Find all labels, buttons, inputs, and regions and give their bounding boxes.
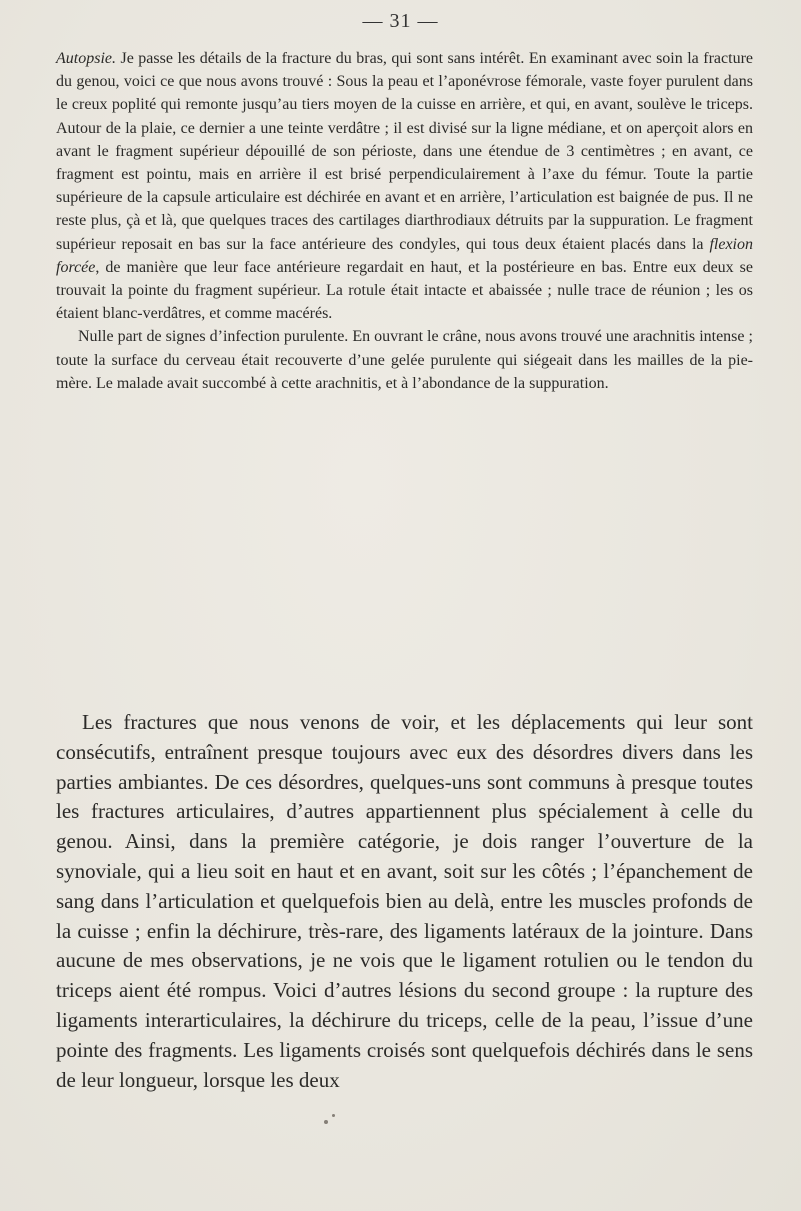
autopsy-lead-word: Autopsie. (56, 50, 116, 67)
ink-speck-1 (324, 1120, 328, 1124)
autopsy-text-continued: , de manière que leur face antérieure regardait en haut, et la postérieure en bas. Entre eux deux se trouvait la pointe du fragment supérieur. La rotule était intacte et abaissée ; nulle trace de réunion ; les os étaient blanc-verdâtres, et comme macérés. (56, 258, 753, 323)
autopsy-italic-term: flexion forcée (56, 235, 753, 276)
autopsy-text: Je passe les détails de la fracture du bras, qui sont sans intérêt. En examinant avec soin la fracture du genou, voici ce que nous avons trouvé : Sous la peau et l’aponévrose fémorale, vaste foyer purulent dans le creux poplité qui remonte jusqu’au tiers moyen de la cuisse en arrière, et qui, en avant, soulève le triceps. Autour de la plaie, ce dernier a une teinte verdâtre ; il est divisé sur la ligne médiane, et on aperçoit alors en avant le fragment supérieur dépouillé de son périoste, dans une étendue de 3 centimètres ; en avant, ce fragment est pointu, mais en arrière il est brisé perpendiculairement à l’axe du fémur. Toute la partie supérieure de la capsule articulaire est déchirée en avant et en arrière, l’articulation est baignée de pus. Il ne reste plus, çà et là, que quelques traces des cartilages diarthrodiaux détruits par la suppuration. Le fragment supérieur reposait en bas sur la face antérieure des condyles, qui tous deux étaient placés dans la (56, 50, 753, 253)
page-number: — 31 — (362, 10, 439, 32)
autopsy-paragraph (56, 47, 753, 325)
main-text-section (56, 708, 753, 1095)
infection-paragraph: Nulle part de signes d’infection purulente. En ouvrant le crâne, nous avons trouvé une arachnitis intense ; toute la surface du cerveau était recouverte d’une gelée purulente qui siégeait dans les mailles de la pie-mère. Le malade avait succombé à cette arachnitis, et à l’abondance de la suppuration. (56, 328, 753, 392)
main-paragraph: Les fractures que nous venons de voir, et les déplacements qui leur sont consécutifs, entraînent presque toujours avec eux des désordres divers dans les parties ambiantes. De ces désordres, quelques-uns sont communs à presque toutes les fractures articulaires, d’autres appartiennent plus spécialement à celle du genou. Ainsi, dans la première catégorie, je dois ranger l’ouverture de la synoviale, qui a lieu soit en haut et en avant, soit sur les côtés ; l’épanchement de sang dans l’articulation et quelquefois bien au delà, entre les muscles profonds de la cuisse ; enfin la déchirure, très-rare, des ligaments latéraux de la jointure. Dans aucune de mes observations, je ne vois que le ligament rotulien ou le tendon du triceps aient été rompus. Voici d’autres lésions du second groupe : la rupture des ligaments interarticulaires, la déchirure du triceps, celle de la peau, l’issue d’une pointe des fragments. Les ligaments croisés sont quelquefois déchirés dans le sens de leur longueur, lorsque les deux (56, 710, 753, 1092)
ink-speck-2 (332, 1114, 335, 1117)
autopsy-section (56, 47, 753, 395)
